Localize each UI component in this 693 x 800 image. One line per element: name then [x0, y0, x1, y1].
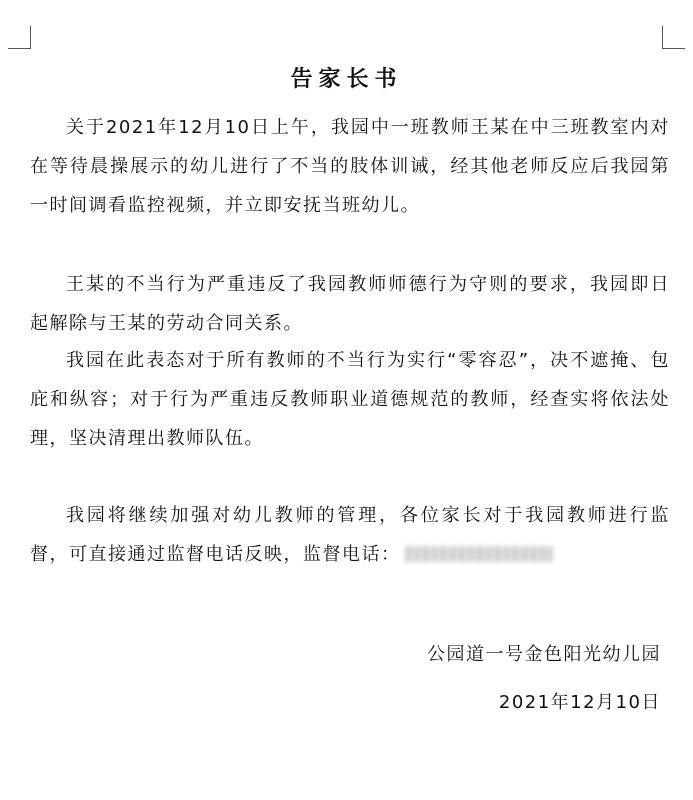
- paragraph-incident: 关于2021年12月10日上午，我园中一班教师王某在中三班教室内对在等待晨操展示的幼儿进行了不当的肢体训诫，经其他老师反应后我园第一时间调看监控视频，并立即安抚当班幼儿。: [30, 117, 670, 216]
- signature-date: 2021年12月10日: [498, 692, 661, 713]
- signature-organization: 公园道一号金色阳光幼儿园: [427, 644, 661, 665]
- page-corner-mark-top-right: [662, 26, 685, 49]
- page-corner-mark-top-left: [8, 26, 31, 49]
- letter-title: 告家长书: [290, 67, 403, 92]
- paragraph-zero-tolerance: 我园在此表态对于所有教师的不当行为实行“零容忍”，决不遮掩、包庇和纵容；对于行为严重违反教师职业道德规范的教师，经查实将依法处理，坚决清理出教师队伍。: [30, 350, 670, 449]
- redacted-phone-number: [405, 546, 553, 562]
- paragraph-dismissal: 王某的不当行为严重违反了我园教师师德行为守则的要求，我园即日起解除与王某的劳动合同关系。: [30, 274, 670, 334]
- paragraph-supervision: [30, 496, 670, 574]
- supervision-text: 我园将继续加强对幼儿教师的管理，各位家长对于我园教师进行监督，可直接通过监督电话反映，监督电话：: [30, 505, 670, 565]
